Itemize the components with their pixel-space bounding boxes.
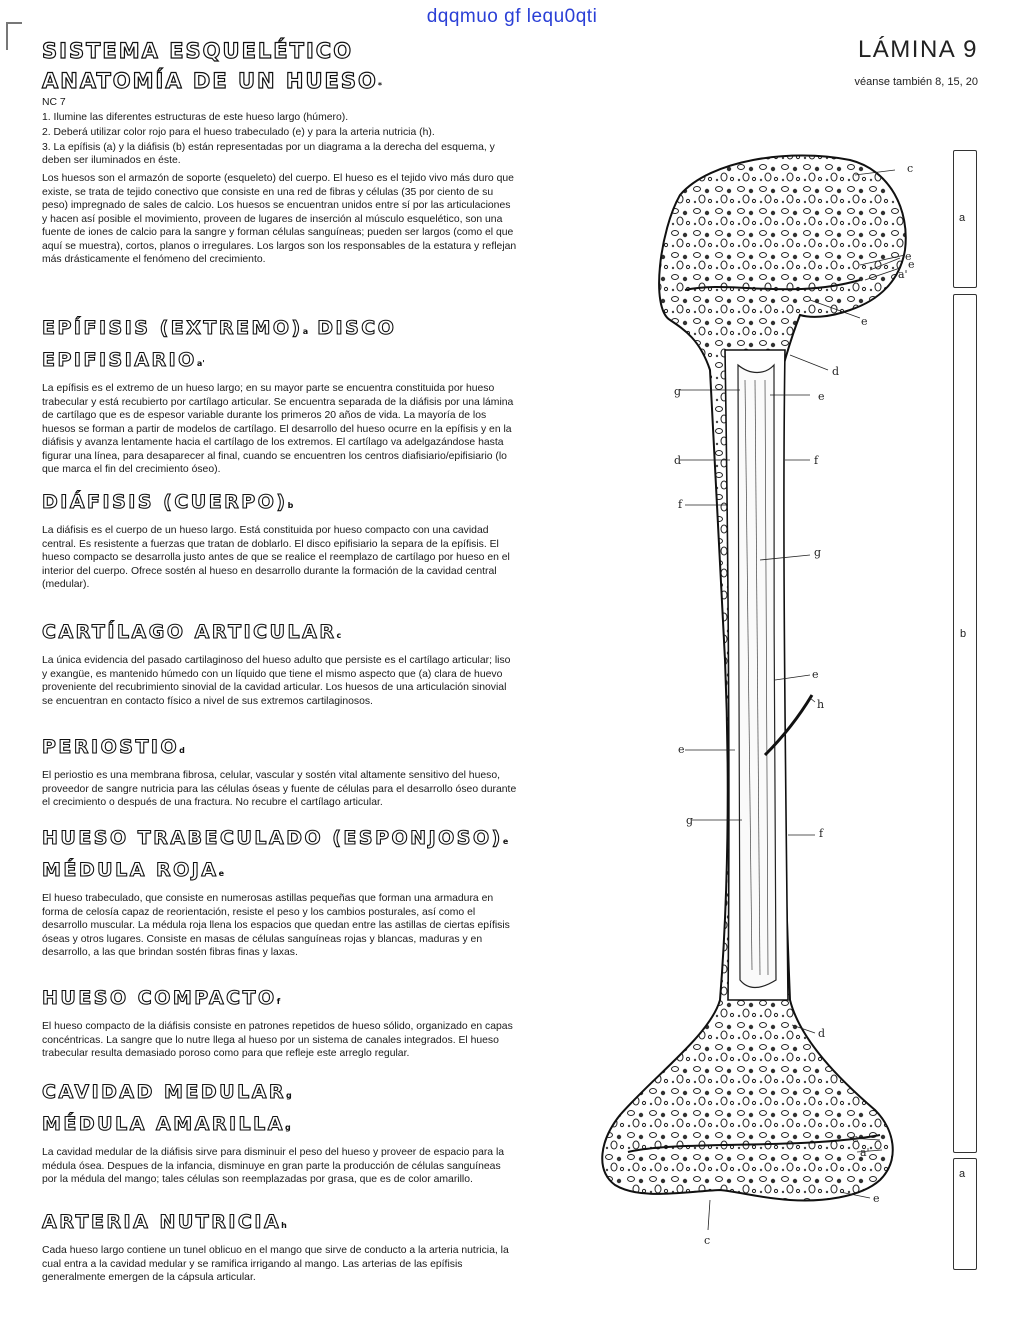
label-g-lower: g xyxy=(686,814,694,827)
section-trabeculado xyxy=(42,824,517,960)
label-e-bottom-2: e xyxy=(873,1192,880,1205)
label-f-right-2: f xyxy=(819,827,824,840)
label-d-left: d xyxy=(674,454,682,467)
nc-code: NC 7 xyxy=(42,97,66,108)
title-mark: * xyxy=(377,81,383,90)
section-heading-2: MÉDULA AMARILLAg xyxy=(42,1113,291,1135)
label-e-left: e xyxy=(678,743,685,756)
section-heading: CAVIDAD MEDULARg xyxy=(42,1081,292,1103)
section-heading-2: MÉDULA ROJAe xyxy=(42,859,225,881)
section-text: La cavidad medular de la diáfisis sirve para disminuir el peso del hueso y proveer de espacio para la médula ósea. Despues de la infancia, disminuye en gran parte la producción de células sanguíneas por la médula del mango; tales células son reemplazadas por grasa, que es de color amarillo. xyxy=(42,1147,505,1185)
watermark-text: dqqmuo gf lequ0qti xyxy=(426,6,598,27)
label-e-shaft: e xyxy=(818,390,825,403)
label-c-top: c xyxy=(907,162,914,175)
section-heading: DIÁFISIS (CUERPO)b xyxy=(42,491,294,513)
bar-label-a-top: a xyxy=(959,212,966,224)
title-block xyxy=(42,36,517,101)
label-g-upper: g xyxy=(674,385,682,398)
label-g-mid: g xyxy=(814,546,822,559)
section-text: Cada hueso largo contiene un tunel oblicuo en el mango que sirve de conducto a la arteria nutricia, la cual entra a la cavidad medular y se ramifica irrigando al mango. Las arterias de las epífisis generalmente emergen de la cápsula articular. xyxy=(42,1245,509,1283)
label-e-bottom: e xyxy=(852,1132,859,1145)
corner-crop-mark xyxy=(6,22,22,50)
section-heading: HUESO TRABECULADO (ESPONJOSO)e xyxy=(42,827,509,849)
section-text: El hueso trabeculado, que consiste en numerosas astillas pequeñas que forman una armadura en forma de celosía capaz de reorientación, resiste el peso y los cambios posturales, así como el desarrollo muscular. La médula roja llena los espacios que quedan entre las astillas de ciertas epífisis óseas y otros lugares. Consiste en masas de células sanguíneas rojas y blancas, maduras y en desarrollo, a las que brindan sostén fibras finas y laxas. xyxy=(42,893,510,958)
section-periostio xyxy=(42,733,517,810)
bar-label-b: b xyxy=(960,628,967,640)
section-heading: CARTÍLAGO ARTICULARc xyxy=(42,621,342,643)
bar-diaphysis xyxy=(953,294,977,1153)
title-line-1: SISTEMA ESQUELÉTICO xyxy=(42,39,354,63)
section-heading: HUESO COMPACTOf xyxy=(42,987,281,1009)
section-text: La diáfisis es el cuerpo de un hueso largo. Está constituida por hueso compacto con una cavidad central. Es resistente a fuerzas que tratan de doblarlo. El disco epifisiario la separa de la epífisis. El hueso compacto se desarrolla justo antes de que se realice el reemplazo de cartílago por hueso en el interior del cuerpo. Ofrece sostén al hueso en desarrollo durante la formación de la cavidad central (medular). xyxy=(42,525,510,590)
section-heading: PERIOSTIOd xyxy=(42,736,185,758)
label-f-right-1: f xyxy=(814,454,819,467)
label-d-lower: d xyxy=(818,1027,826,1040)
label-e-top: e xyxy=(905,250,912,263)
section-text: El hueso compacto de la diáfisis consiste en patrones repetidos de hueso sólido, organizado en capas concéntricas. La sangre que lo nutre llega al hueso por un sistema de canales integrados. El hueso trabecular resulta demasiado poroso como para que refleje este arreglo regular. xyxy=(42,1021,513,1059)
intro-block xyxy=(42,96,517,267)
label-a-prime-bottom: a' xyxy=(860,1146,870,1159)
humerus-diagram xyxy=(560,140,980,1270)
plate-number: LÁMINA 9 xyxy=(857,36,978,63)
intro-text: Los huesos son el armazón de soporte (esqueleto) del cuerpo. El hueso es el tejido vivo más duro que existe, se trata de tejido conectivo que consiste en una red de fibras y células (35 por ciento de su peso) impregnado de sales de calcio. Los huesos se encuentran unidos entre sí por las articulaciones y hacen así posible el movimiento, proveen de lugares de inserción al músculo esquelético, son una fuente de iones de calcio para la sangre y forman células sanguíneas; pueden ser largos (como el que aquí se muestra), cortos, planos o irregulares. Los largos son los responsables de la estatura y reflejan más drásticamente el fenómeno del crecimiento. xyxy=(42,173,517,265)
section-diafisis xyxy=(42,488,517,592)
label-e-mid-2: e xyxy=(812,668,819,681)
instruction-1: 1. Ilumine las diferentes estructuras de este hueso largo (húmero). xyxy=(42,112,349,123)
label-e-upper: e xyxy=(861,315,868,328)
instruction-2: 2. Deberá utilizar color rojo para el hueso trabeculado (e) y para la arteria nutricia (h). xyxy=(42,127,435,138)
section-cavidad xyxy=(42,1078,517,1187)
section-heading: ARTERIA NUTRICIAh xyxy=(42,1211,287,1233)
instruction-3: 3. La epífisis (a) y la diáfisis (b) están representadas por un diagrama a la derecha del esquema, y deben ser iluminados en éste. xyxy=(42,142,495,166)
title-line-2-text: ANATOMÍA DE UN HUESO xyxy=(42,69,378,93)
bone-shape xyxy=(602,155,905,1200)
section-heading: EPÍFISIS (EXTREMO)a DISCO EPIFISIARIOa' xyxy=(42,317,397,371)
label-f-left: f xyxy=(678,498,683,511)
see-also: véanse también 8, 15, 20 xyxy=(854,76,978,88)
label-c-bottom: c xyxy=(704,1234,711,1247)
section-epifisis xyxy=(42,314,517,477)
bar-label-a-bottom: a xyxy=(959,1168,966,1180)
section-arteria xyxy=(42,1208,517,1285)
section-compacto xyxy=(42,984,517,1061)
section-text: El periostio es una membrana fibrosa, celular, vascular y sostén vital altamente sensitivo del hueso, proveedor de sangre nutricia para las células óseas y fuente de células para el desarrollo óseo durante el crecimiento o después de una fractura. No recubre el cartílago articular. xyxy=(42,770,517,808)
section-cartilago xyxy=(42,618,517,708)
section-text: La epífisis es el extremo de un hueso largo; en su mayor parte se encuentra constituida por hueso trabecular y está recubierto por cartílago articular. Se encuentra separada de la diáfisis por una lámina de cartílago que es de espesor variable durante los primeros 20 años de vida. La mayoría de los huesos se forman a partir de modelos de cartílago. El desarrollo del hueso ocurre en la epífisis y en la diáfisis y avanza lentamente hacia el cartílago de los extremos. El cartílago va adelgazándose hasta figurar una línea, para desaparecer al final, cuando se encuentren los centros diafisiario/epifisiario (lo que marca el fin del crecimiento óseo). xyxy=(42,383,514,475)
label-e-top-2: e xyxy=(908,258,915,271)
label-d-upper: d xyxy=(832,365,840,378)
section-text: La única evidencia del pasado cartilaginoso del hueso adulto que persiste es el cartílago articular; liso y exangüe, es mantenido húmedo con un líquido que tiene el mismo aspecto que (a) clara de huevo proveniente del recubrimiento sinovial de la cavidad articular. Los huesos de una articulación sinovial se encuentran en contacto físico a nivel de sus extremos cartilaginosos. xyxy=(42,655,511,707)
label-h-artery: h xyxy=(817,698,825,711)
label-a-prime-top: a' xyxy=(898,268,908,281)
